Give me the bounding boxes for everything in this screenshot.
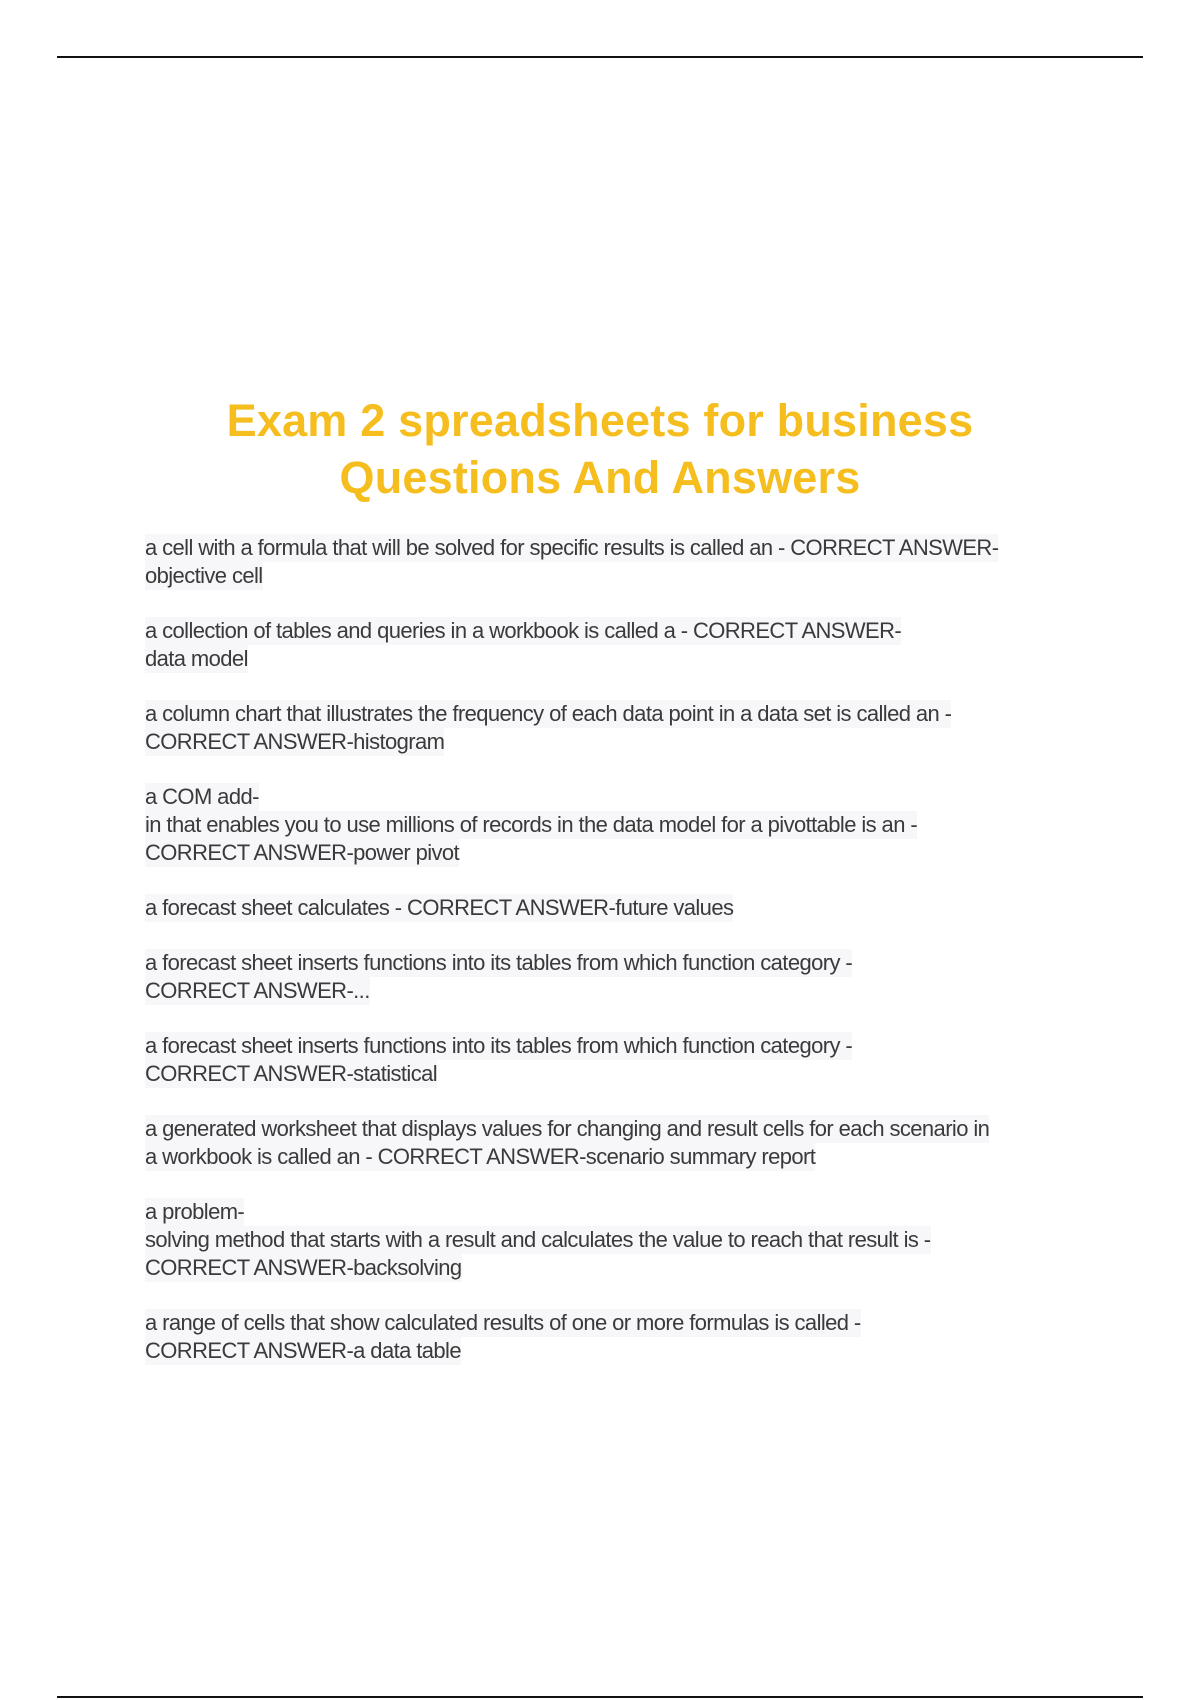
qa-item (145, 617, 1085, 673)
qa-item (145, 1309, 1085, 1365)
qa-line: a forecast sheet calculates - CORRECT ANSWER-future values (145, 895, 734, 920)
qa-item (145, 894, 1085, 922)
qa-line: data model (145, 646, 248, 671)
qa-line: CORRECT ANSWER-histogram (145, 729, 445, 754)
top-rule (57, 56, 1143, 58)
title-line-2: Questions And Answers (339, 452, 861, 503)
document-title (0, 392, 1200, 506)
qa-line: a problem- (145, 1199, 245, 1224)
qa-line: a COM add- (145, 784, 259, 809)
qa-line: in that enables you to use millions of records in the data model for a pivottable is an - (145, 812, 918, 837)
qa-line: a workbook is called an - CORRECT ANSWER-scenario summary report (145, 1144, 816, 1169)
qa-item (145, 949, 1085, 1005)
qa-list (145, 534, 1085, 1392)
qa-item (145, 1198, 1085, 1282)
qa-line: CORRECT ANSWER-a data table (145, 1338, 461, 1363)
qa-line: a forecast sheet inserts functions into its tables from which function category - (145, 950, 853, 975)
qa-line: solving method that starts with a result and calculates the value to reach that result is - (145, 1227, 931, 1252)
qa-line: a range of cells that show calculated results of one or more formulas is called - (145, 1310, 861, 1335)
bottom-rule (57, 1696, 1143, 1698)
qa-item (145, 1032, 1085, 1088)
qa-line: objective cell (145, 563, 263, 588)
qa-line: a cell with a formula that will be solved for specific results is called an - CORRECT ANSWER- (145, 535, 999, 560)
qa-line: CORRECT ANSWER-power pivot (145, 840, 460, 865)
qa-line: a column chart that illustrates the frequency of each data point in a data set is called an - (145, 701, 952, 726)
title-line-1: Exam 2 spreadsheets for business (226, 395, 974, 446)
qa-item (145, 1115, 1085, 1171)
qa-line: CORRECT ANSWER-statistical (145, 1061, 438, 1086)
qa-item (145, 700, 1085, 756)
qa-item (145, 534, 1085, 590)
qa-line: a collection of tables and queries in a workbook is called a - CORRECT ANSWER- (145, 618, 902, 643)
qa-line: a generated worksheet that displays values for changing and result cells for each scenario in (145, 1116, 990, 1141)
qa-line: a forecast sheet inserts functions into its tables from which function category - (145, 1033, 853, 1058)
qa-item (145, 783, 1085, 867)
qa-line: CORRECT ANSWER-... (145, 978, 370, 1003)
qa-line: CORRECT ANSWER-backsolving (145, 1255, 462, 1280)
